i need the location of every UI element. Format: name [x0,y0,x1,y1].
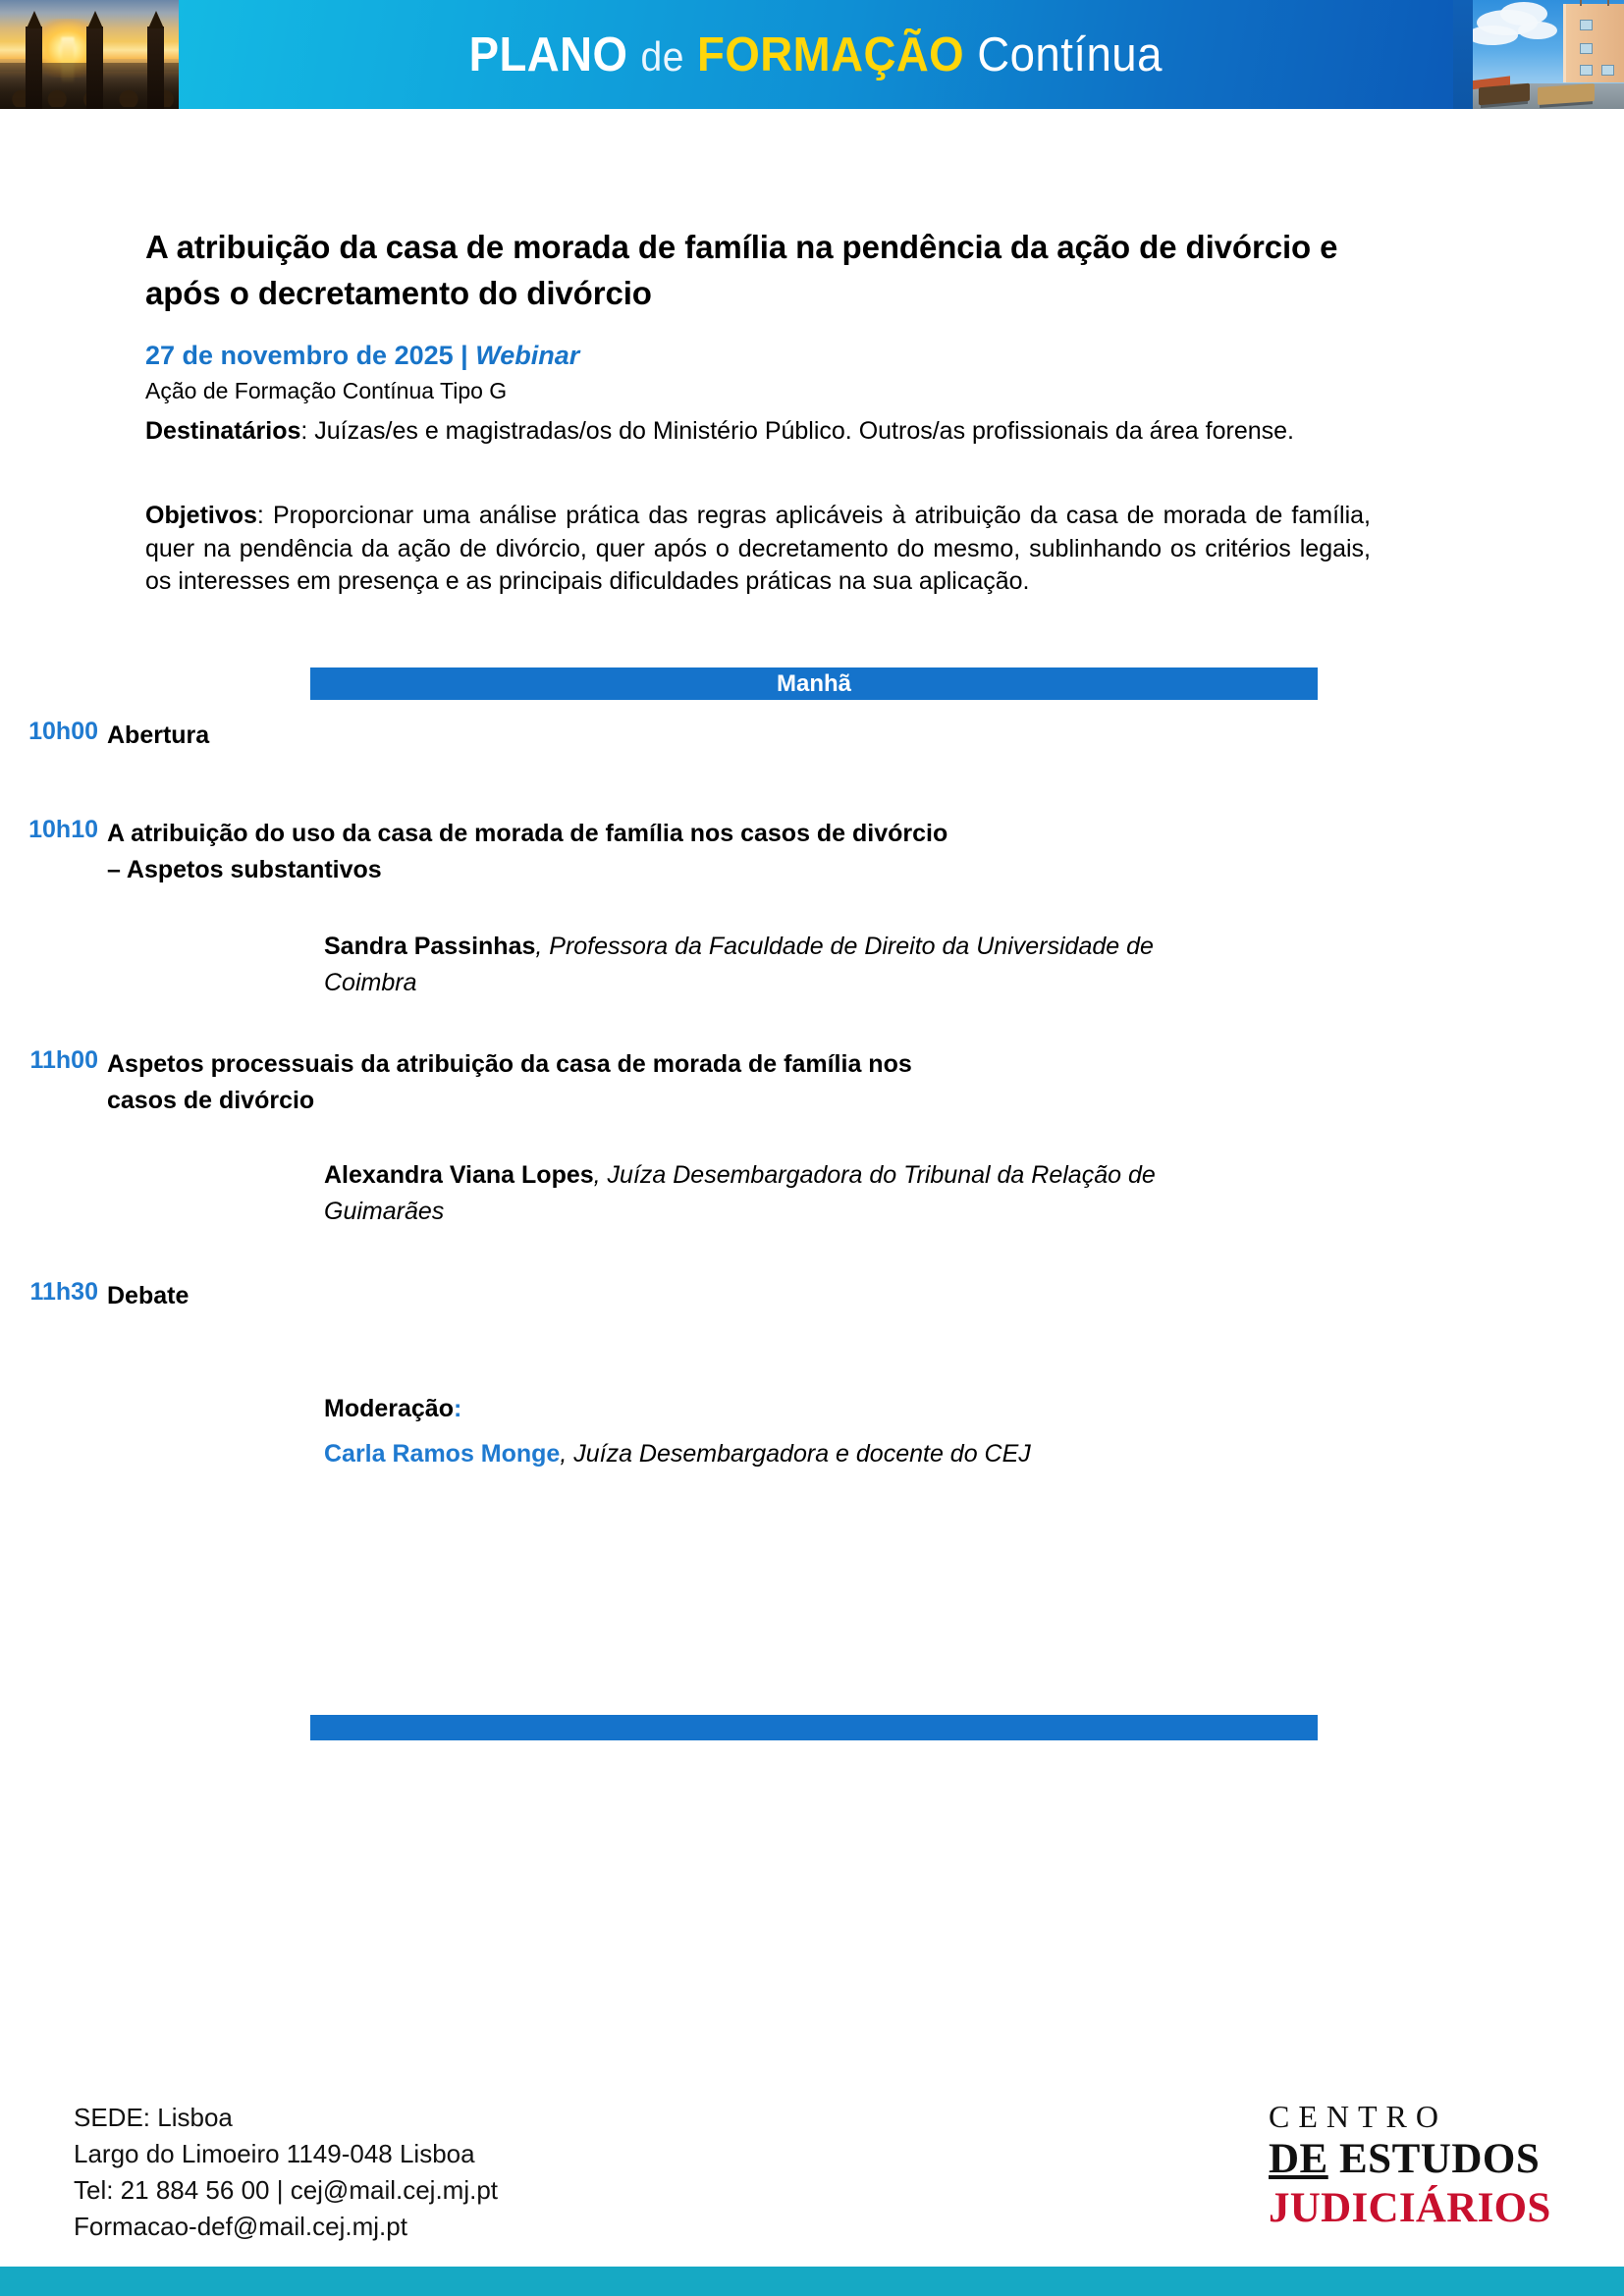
moderation-label [324,1395,461,1423]
footer-line-phone-email[interactable]: Tel: 21 884 56 00 | cej@mail.cej.mj.pt [74,2174,499,2205]
window [1601,65,1614,76]
speaker-name: Sandra Passinhas [324,933,536,961]
banner-word-continua: Contínua [977,27,1164,81]
window [1580,43,1593,54]
banner-right-photo [1453,0,1624,109]
footer-line-sede: SEDE: Lisboa [74,2103,233,2132]
speaker-role: , Juíza Desembargadora do Tribunal da Relação de Guimarães [324,1161,1156,1225]
date-line [145,341,579,371]
flag-mast [1607,0,1609,6]
destinatarios-text: : Juízas/es e magistradas/os do Ministério Público. Outros/as profissionais da área forense. [300,417,1294,445]
window [1580,20,1593,30]
footer-teal-bar [0,2267,1624,2296]
window [1580,65,1593,76]
format-badge: Webinar [475,341,580,370]
banner-word-formacao: FORMAÇÃO [697,27,965,81]
program-speaker [324,1157,1188,1230]
banner-word-de: de [640,32,685,80]
section-footer-bar [310,1715,1318,1740]
building [1563,4,1624,82]
railing-spike [26,27,42,109]
program-time: 10h10 [28,815,98,843]
program-row [0,1046,1624,1119]
building-scene [1473,0,1624,109]
logo-word-de: DE [1269,2136,1328,2182]
banner-title-area [179,0,1453,109]
page-title: A atribuição da casa de morada de família na pendência da ação de divórcio e após o decretamento do divórcio [145,229,1338,311]
objetivos-label: Objetivos [145,502,257,529]
program-row [0,1278,1624,1314]
footer-line-email[interactable]: Formacao-def@mail.cej.mj.pt [74,2211,407,2241]
program-row [0,718,1624,754]
destinatarios-label: Destinatários [145,417,301,445]
moderator-role: , Juíza Desembargadora e docente do CEJ [560,1440,1031,1468]
destinatarios-paragraph [145,415,1371,448]
cej-logo [1269,2099,1551,2232]
objetivos-paragraph [145,500,1371,599]
action-type: Ação de Formação Contínua Tipo G [145,378,508,403]
session-header-bar [310,667,1318,700]
footer-contact-block [74,2100,498,2245]
program-time: 11h30 [29,1277,98,1306]
program-time: 10h00 [28,718,98,745]
objetivos-text: : Proporcionar uma análise prática das regras aplicáveis à atribuição da casa de morada de família, quer na pendência da ação de divórcio, quer após o decretamento do mesmo, sublinhando os critérios legais, os interesses em presença e as principais dificuldades práticas na sua aplicação. [145,502,1371,595]
flag-mast [1580,0,1582,6]
railing-spike [147,27,164,109]
program-topic: Debate [107,1281,189,1309]
logo-line-centro: CENTRO [1269,2099,1447,2134]
date-text: 27 de novembro de 2025 | [145,341,476,370]
speaker-name: Alexandra Viana Lopes [324,1161,594,1190]
moderation-label-text: Moderação [324,1395,454,1422]
program-topic: Aspetos processuais da atribuição da casa de morada de família nos casos de divórcio [107,1049,912,1114]
speaker-role: , Professora da Faculdade de Direito da Universidade de Coimbra [324,933,1154,996]
header-banner [0,0,1624,109]
banner-title [469,27,1163,82]
program-topic: Abertura [107,721,210,749]
railing-spike [86,27,103,109]
program-row [0,816,1624,888]
footer-line-address: Largo do Limoeiro 1149-048 Lisboa [74,2138,475,2168]
moderation-colon: : [453,1395,462,1422]
moderator-name: Carla Ramos Monge [324,1440,561,1468]
logo-word-estudos: ESTUDOS [1327,2136,1541,2182]
cloud [1518,22,1557,39]
program-time: 11h00 [29,1045,98,1074]
program-speaker [324,929,1188,1001]
logo-line-judiciarios: JUDICIÁRIOS [1269,2185,1551,2232]
session-label: Manhã [776,669,851,697]
program-list [0,718,1624,1314]
program-topic: A atribuição do uso da casa de morada de família nos casos de divórcio – Aspetos substantivos [107,819,948,883]
banner-word-plano: PLANO [468,27,628,81]
moderation-person [324,1440,1031,1468]
banner-blue-edge [1453,0,1473,109]
banner-left-photo [0,0,179,109]
logo-line-de-estudos [1269,2136,1541,2183]
